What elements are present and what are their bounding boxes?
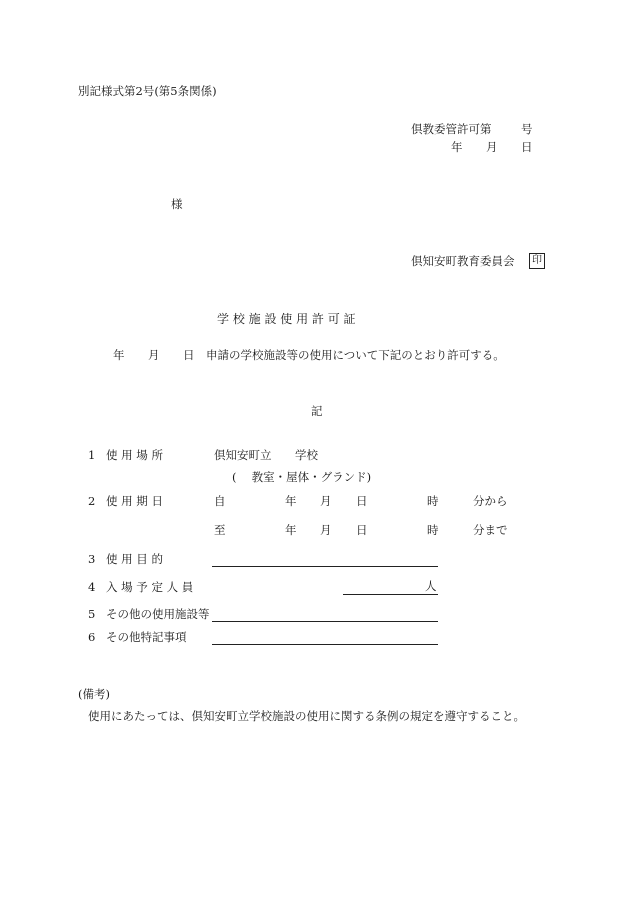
period-from-month: 月 bbox=[320, 494, 332, 508]
permit-number-suffix: 号 bbox=[521, 122, 533, 136]
period-from-hour: 時 bbox=[427, 494, 439, 508]
issuer-name: 倶知安町教育委員会 bbox=[411, 254, 515, 268]
place-suffix: 学校 bbox=[295, 448, 318, 462]
period-to-year: 年 bbox=[285, 523, 297, 537]
attendees-unit: 人 bbox=[425, 579, 437, 593]
period-to-month: 月 bbox=[320, 523, 332, 537]
period-to-day: 日 bbox=[356, 523, 368, 537]
seal-stamp: 印 bbox=[529, 253, 545, 269]
period-to-hour: 時 bbox=[427, 523, 439, 537]
remarks-heading: (備考) bbox=[78, 687, 110, 701]
issue-date-year: 年 bbox=[451, 140, 463, 154]
place-prefix: 倶知安町立 bbox=[214, 448, 272, 462]
other-facilities-underline bbox=[212, 621, 438, 622]
item-3-label: 使 用 目 的 bbox=[106, 552, 163, 566]
attendees-underline bbox=[343, 594, 438, 595]
period-from-year: 年 bbox=[285, 494, 297, 508]
form-label: 別記様式第2号(第5条関係) bbox=[78, 84, 217, 98]
issue-date-month: 月 bbox=[486, 140, 498, 154]
item-5-label: その他の使用施設等 bbox=[106, 607, 210, 621]
period-from-day: 日 bbox=[356, 494, 368, 508]
issue-date-day: 日 bbox=[521, 140, 533, 154]
item-3-number: 3 bbox=[88, 552, 96, 566]
application-year: 年 bbox=[113, 348, 125, 362]
item-1-label: 使 用 場 所 bbox=[106, 448, 163, 462]
period-to-minute: 分まで bbox=[473, 523, 508, 537]
item-5-number: 5 bbox=[88, 607, 96, 621]
item-2-label: 使 用 期 日 bbox=[106, 494, 163, 508]
period-to-word: 至 bbox=[214, 523, 226, 537]
permit-statement: 申請の学校施設等の使用について下記のとおり許可する。 bbox=[206, 348, 505, 362]
ki-heading: 記 bbox=[311, 404, 323, 418]
place-facility-options: ( 教室・屋体・グランド) bbox=[232, 470, 372, 484]
permit-number-prefix: 倶教委管許可第 bbox=[411, 122, 492, 136]
item-4-label: 入 場 予 定 人 員 bbox=[106, 580, 194, 594]
period-from-word: 自 bbox=[214, 494, 226, 508]
item-1-number: 1 bbox=[88, 448, 96, 462]
item-2-number: 2 bbox=[88, 494, 96, 508]
document-title: 学 校 施 設 使 用 許 可 証 bbox=[217, 312, 356, 326]
item-6-label: その他特記事項 bbox=[106, 630, 187, 644]
remarks-text: 使用にあたっては、倶知安町立学校施設の使用に関する条例の規定を遵守すること。 bbox=[88, 709, 525, 723]
other-notes-underline bbox=[212, 644, 438, 645]
item-6-number: 6 bbox=[88, 630, 96, 644]
purpose-underline bbox=[212, 566, 438, 567]
addressee-honorific: 様 bbox=[171, 197, 183, 211]
application-day: 日 bbox=[183, 348, 195, 362]
application-month: 月 bbox=[148, 348, 160, 362]
item-4-number: 4 bbox=[88, 580, 96, 594]
period-from-minute: 分から bbox=[473, 494, 508, 508]
